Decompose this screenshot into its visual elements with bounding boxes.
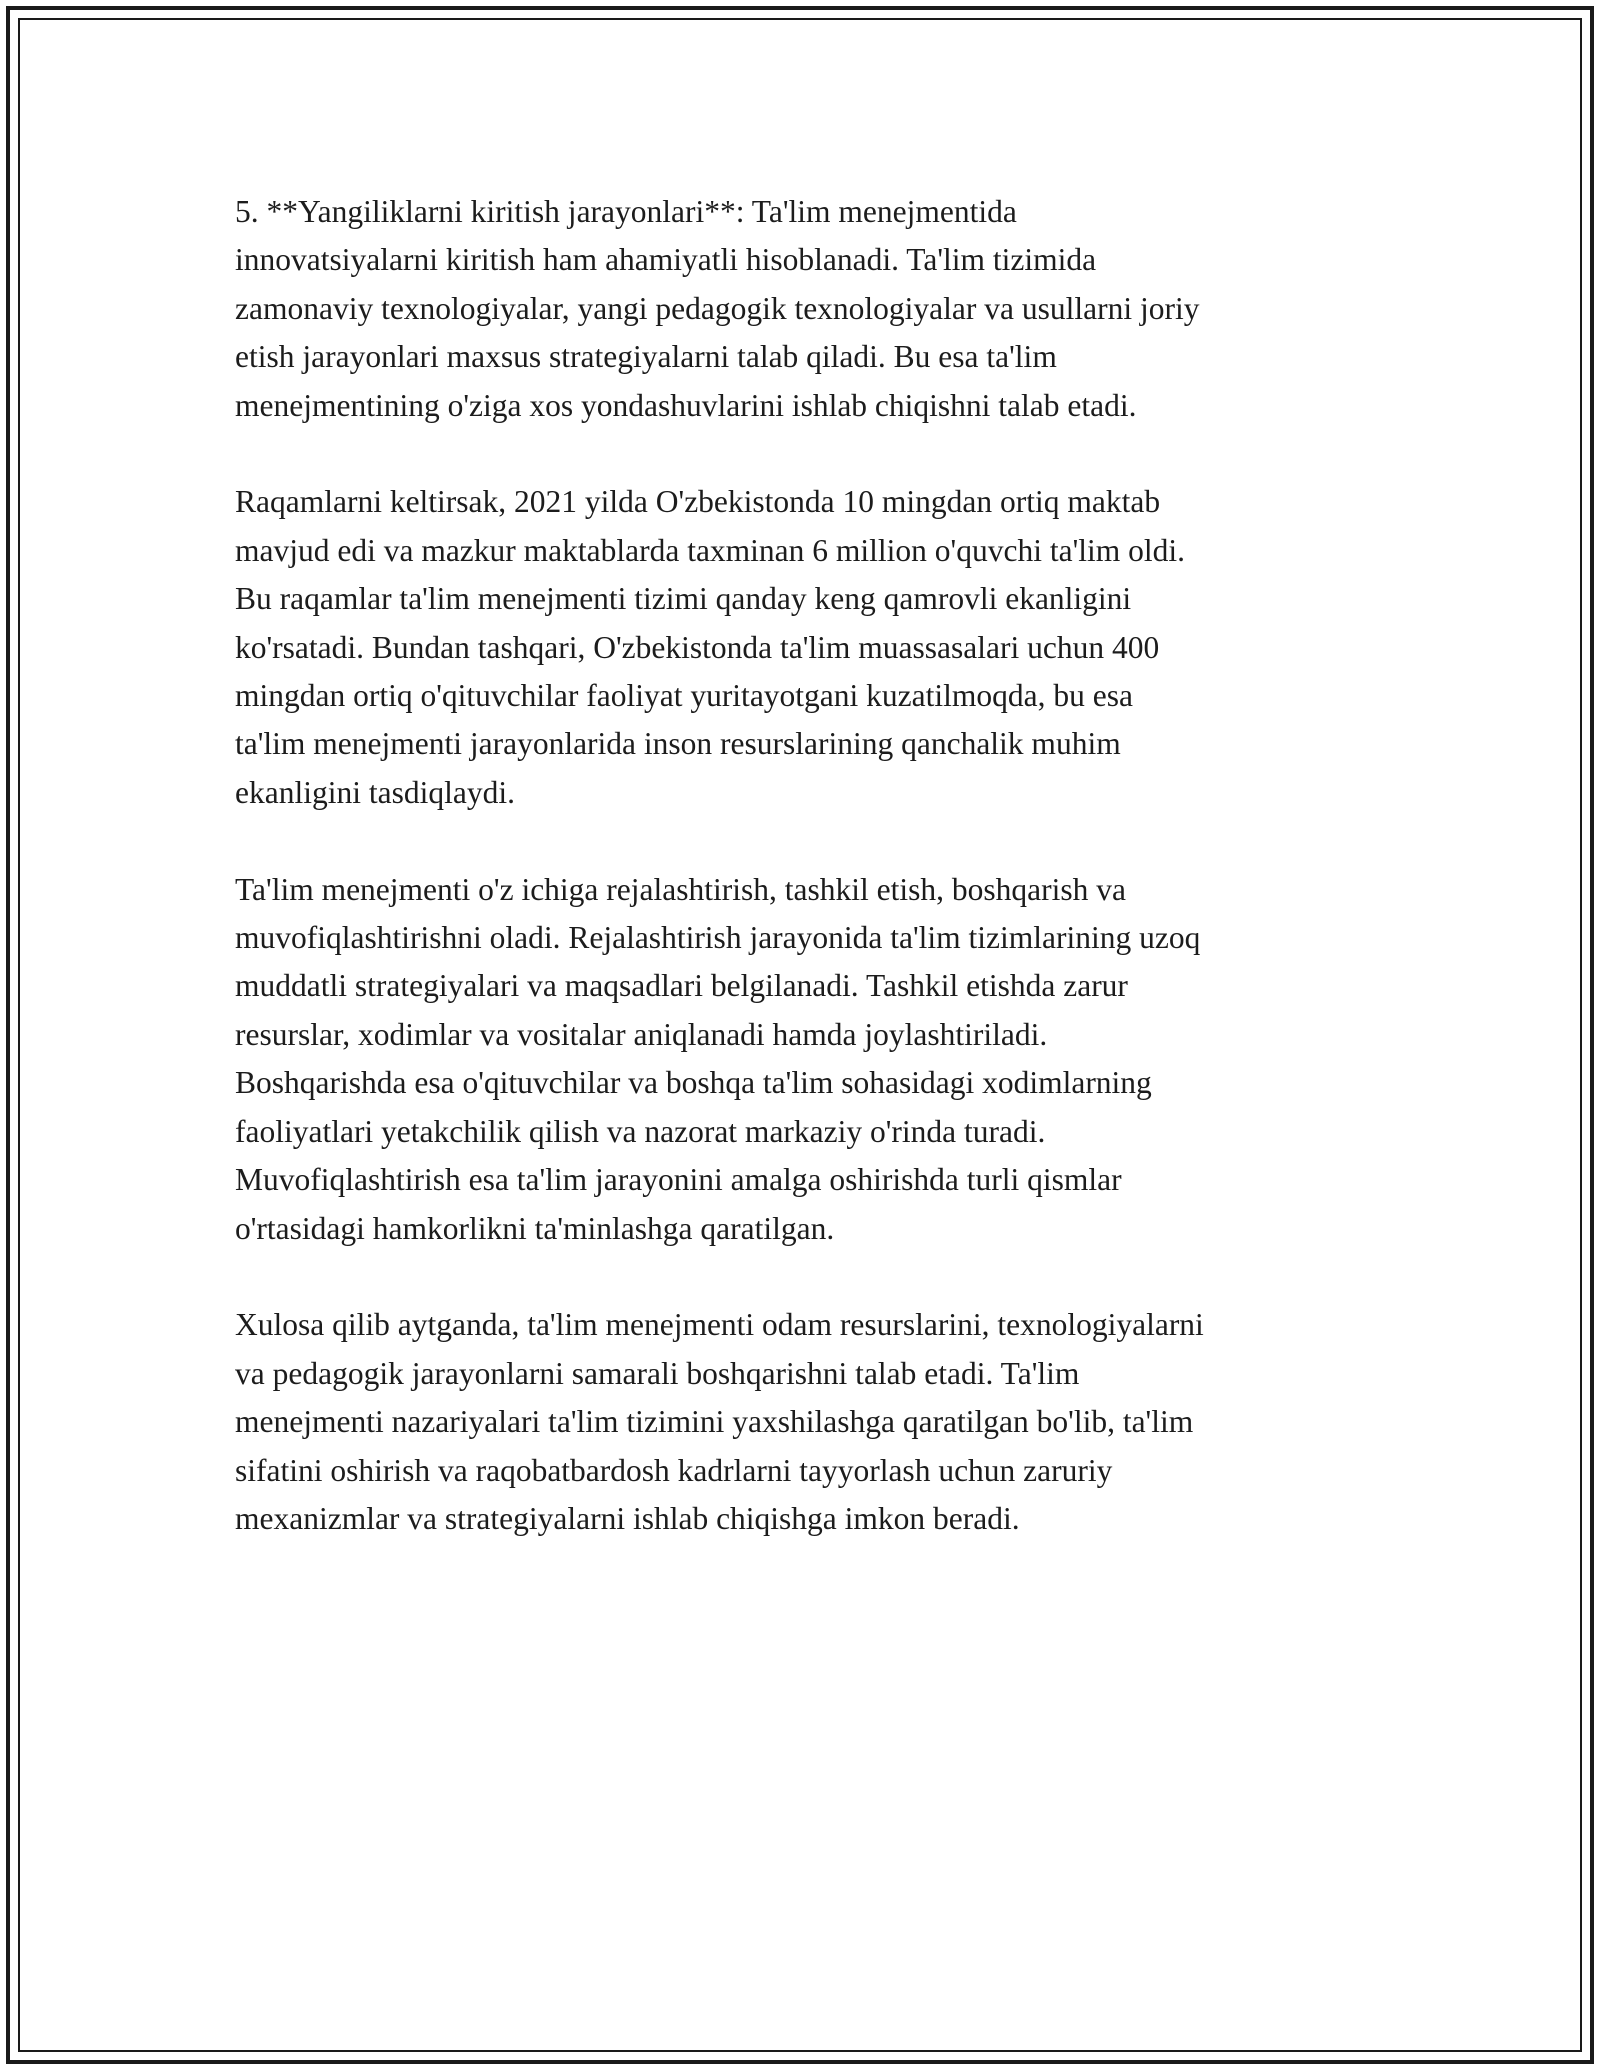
text-line: Bu raqamlar ta'lim menejmenti tizimi qanday keng qamrovli ekanligini xyxy=(235,581,1132,617)
paragraph-conclusion xyxy=(235,1301,1380,1543)
text-line: resurslar, xodimlar va vositalar aniqlanadi hamda joylashtiriladi. xyxy=(235,1016,1048,1052)
text-line: va pedagogik jarayonlarni samarali boshqarishni talab etadi. Ta'lim xyxy=(235,1355,1080,1391)
text-line: 5. **Yangiliklarni kiritish jarayonlari**: Ta'lim menejmentida xyxy=(235,194,1017,229)
text-line: sifatini oshirish va raqobatbardosh kadrlarni tayyorlash uchun zaruriy xyxy=(235,1452,1113,1488)
text-line: ekanligini tasdiqlaydi. xyxy=(235,774,515,810)
text-line: menejmentining o'ziga xos yondashuvlarini ishlab chiqishni talab etadi. xyxy=(235,387,1137,423)
text-line: ta'lim menejmenti jarayonlarida inson resurslarining qanchalik muhim xyxy=(235,726,1121,762)
text-line: Ta'lim menejmenti o'z ichiga rejalashtirish, tashkil etish, boshqarish va xyxy=(235,871,1126,907)
paragraph-management-functions xyxy=(235,866,1380,1253)
text-line: mingdan ortiq o'qituvchilar faoliyat yuritayotgani kuzatilmoqda, bu esa xyxy=(235,678,1133,714)
text-line: Raqamlarni keltirsak, 2021 yilda O'zbekistonda 10 mingdan ortiq maktab xyxy=(235,484,1161,520)
text-line: muvofiqlashtirishni oladi. Rejalashtirish jarayonida ta'lim tizimlarining uzoq xyxy=(235,920,1201,956)
text-line: zamonaviy texnologiyalar, yangi pedagogik texnologiyalar va usullarni joriy xyxy=(235,290,1200,326)
text-line: menejmenti nazariyalari ta'lim tizimini yaxshilashga qaratilgan bo'lib, ta'lim xyxy=(235,1404,1194,1440)
text-line: faoliyatlari yetakchilik qilish va nazorat markaziy o'rinda turadi. xyxy=(235,1113,1046,1149)
text-line: innovatsiyalarni kiritish ham ahamiyatli hisoblanadi. Ta'lim tizimida xyxy=(235,242,1097,278)
text-line: mexanizmlar va strategiyalarni ishlab chiqishga imkon beradi. xyxy=(235,1500,1020,1536)
text-line: Muvofiqlashtirish esa ta'lim jarayonini amalga oshirishda turli qismlar xyxy=(235,1162,1122,1198)
document-body xyxy=(235,188,1380,1592)
text-line: ko'rsatadi. Bundan tashqari, O'zbekistonda ta'lim muassasalari uchun 400 xyxy=(235,629,1160,665)
text-line: muddatli strategiyalari va maqsadlari belgilanadi. Tashkil etishda zarur xyxy=(235,968,1128,1004)
text-line: Boshqarishda esa o'qituvchilar va boshqa ta'lim sohasidagi xodimlarning xyxy=(235,1065,1152,1101)
text-line: etish jarayonlari maxsus strategiyalarni talab qiladi. Bu esa ta'lim xyxy=(235,339,1057,375)
text-line: o'rtasidagi hamkorlikni ta'minlashga qaratilgan. xyxy=(235,1210,835,1246)
paragraph-statistics xyxy=(235,478,1380,817)
text-line: Xulosa qilib aytganda, ta'lim menejmenti odam resurslarini, texnologiyalarni xyxy=(235,1307,1204,1343)
paragraph-innovations xyxy=(235,188,1380,430)
text-line: mavjud edi va mazkur maktablarda taxminan 6 million o'quvchi ta'lim oldi. xyxy=(235,532,1185,568)
